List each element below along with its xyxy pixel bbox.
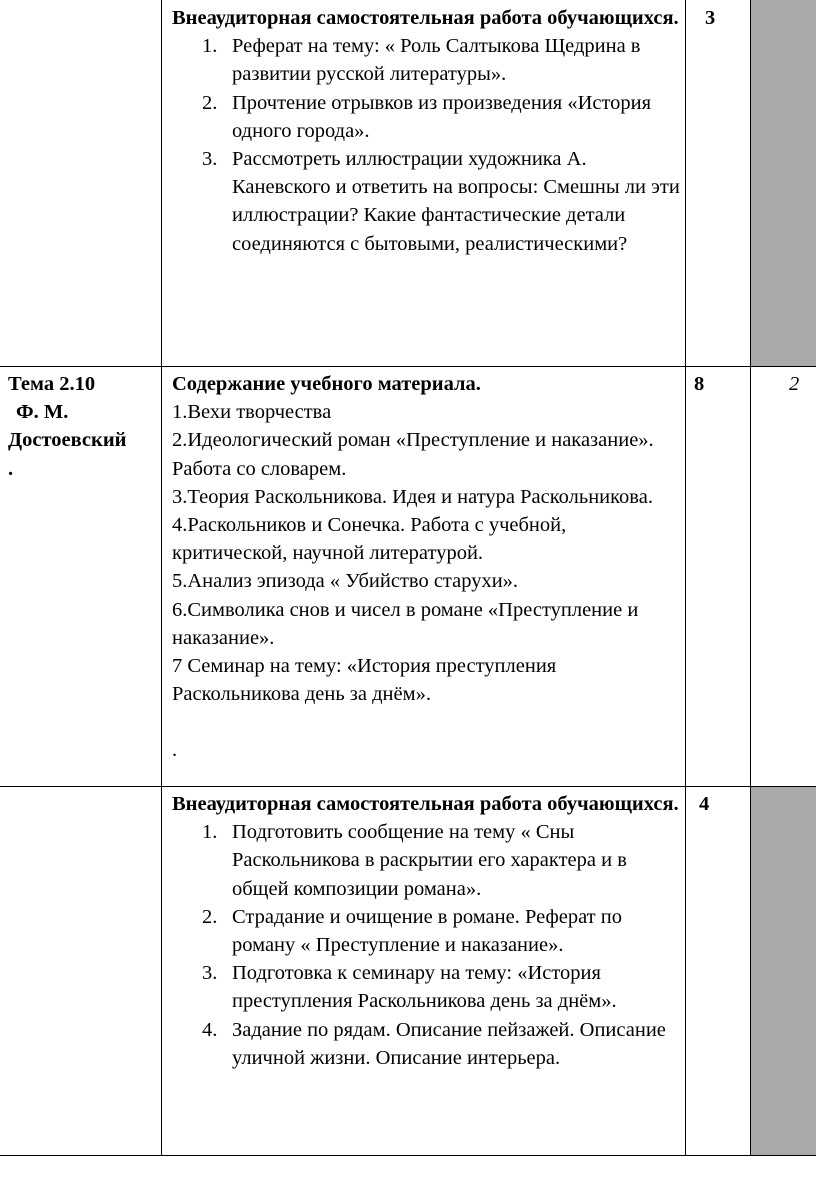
row1-task-list — [172, 32, 680, 258]
lesson-line: 7 Семинар на тему: «История преступления Раскольникова день за днём». — [172, 655, 557, 706]
row2-content-cell — [172, 370, 680, 765]
row2-title: Содержание учебного материала. — [172, 373, 481, 395]
lesson-line: 5.Анализ эпизода « Убийство старухи». — [172, 570, 519, 593]
trailing-dot: . — [172, 739, 178, 762]
row1-content-cell — [172, 4, 680, 258]
topic-author-initials: Ф. М. — [16, 401, 69, 424]
table-border — [161, 0, 162, 1156]
lesson-line: 2.Идеологический роман «Преступление и наказание». Работа со словарем. — [172, 429, 654, 480]
table-border — [750, 0, 751, 1156]
list-item: 2. Страдание и очищение в романе. Реферат по роману « Преступление и наказание». — [202, 905, 622, 957]
shaded-cell — [751, 786, 816, 1156]
list-item: 1. Реферат на тему: « Роль Салтыкова Щедрина в развитии русской литературы». — [202, 35, 641, 86]
table-border — [0, 366, 816, 367]
row3-content-cell — [172, 790, 680, 1072]
row3-title: Внеаудиторная самостоятельная работа обучающихся. — [172, 793, 679, 815]
row3-hours: 4 — [699, 793, 710, 815]
topic-author-name: Достоевский — [8, 429, 127, 452]
lesson-line: 6.Символика снов и чисел в романе «Преступление и наказание». — [172, 598, 639, 649]
lesson-line: 4.Раскольников и Сонечка. Работа с учебной, критической, научной литературой. — [172, 514, 567, 565]
list-item: 1. Подготовить сообщение на тему « Сны Раскольникова в раскрытии его характера и в общей композиции романа». — [202, 821, 627, 900]
shaded-cell — [751, 0, 816, 366]
topic-number: Тема 2.10 — [8, 373, 96, 395]
lesson-line: 3.Теория Раскольникова. Идея и натура Раскольникова. — [172, 485, 653, 508]
table-border — [0, 1155, 816, 1156]
list-item: 3. Подготовка к семинару на тему: «История преступления Раскольникова день за днём». — [202, 962, 617, 1013]
list-item: 4. Задание по рядам. Описание пейзажей. Описание уличной жизни. Описание интерьера. — [202, 1018, 666, 1069]
row1-title: Внеаудиторная самостоятельная работа обучающихся. — [172, 7, 679, 29]
row2-hours: 8 — [694, 373, 705, 395]
row2-topic-cell — [8, 370, 158, 483]
table-border — [0, 786, 816, 787]
row2-level: 2 — [789, 373, 800, 395]
topic-trailing: . — [8, 457, 14, 480]
row1-hours: 3 — [705, 7, 716, 29]
list-item: 2. Прочтение отрывков из произведения «История одного города». — [202, 91, 652, 142]
list-item: 3. Рассмотреть иллюстрации художника А. Каневского и ответить на вопросы: Смешны ли эти иллюстрации? Какие фантастические детали соединяются с бытовыми, реалистическими? — [202, 148, 680, 255]
lesson-line: 1.Вехи творчества — [172, 401, 332, 424]
row3-task-list — [172, 818, 680, 1072]
table-border — [685, 0, 686, 1156]
